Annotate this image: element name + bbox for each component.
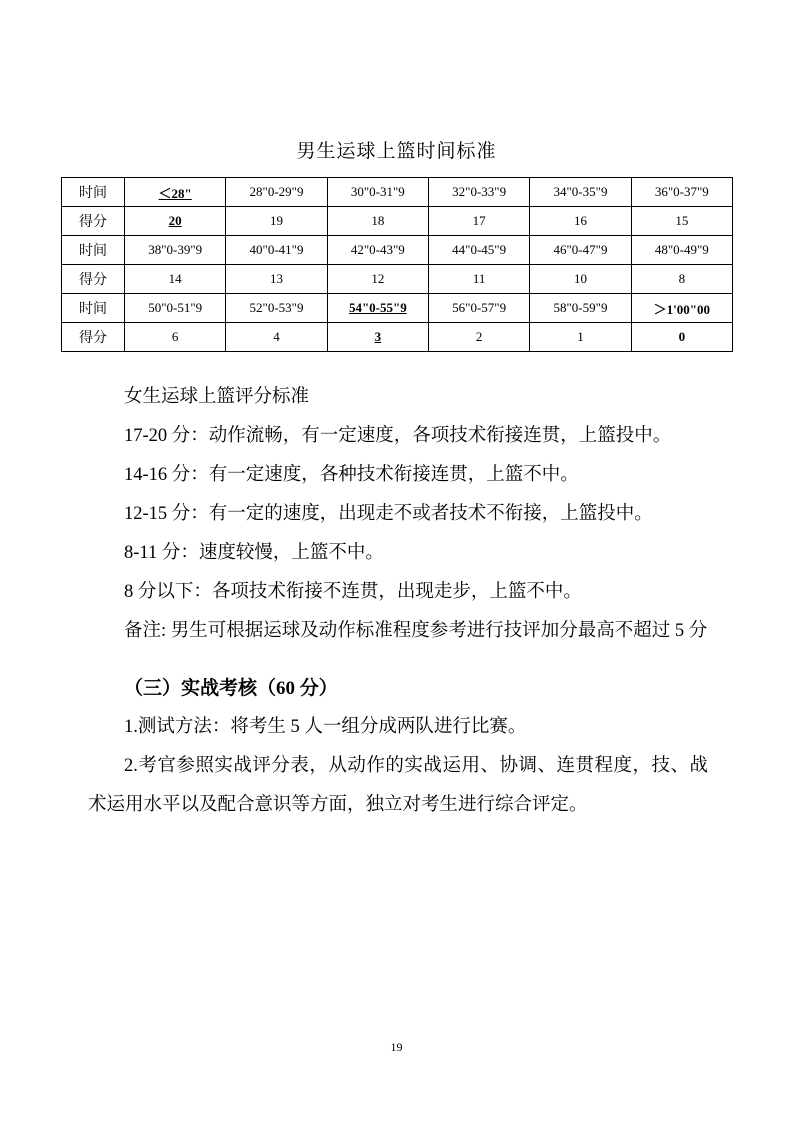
women-standard-title: 女生运球上篮评分标准 <box>124 387 310 407</box>
table-cell: 28"0-29"9 <box>226 178 327 207</box>
criteria-item: 8 分以下：各项技术衔接不连贯，出现走步，上篮不中。 <box>124 582 582 602</box>
table-cell: 34"0-35"9 <box>530 178 631 207</box>
section-item: 2.考官参照实战评分表，从动作的实战运用、协调、连贯程度，技、战术运用水平以及配合意识等方面，独立对考生进行综合评定。 <box>88 756 708 815</box>
table-cell: 12 <box>327 265 428 294</box>
table-row <box>62 207 733 236</box>
table-row <box>62 265 733 294</box>
table-cell: 15 <box>631 207 732 236</box>
row-header: 时间 <box>62 178 125 207</box>
table-cell: 16 <box>530 207 631 236</box>
criteria-item: 8-11 分：速度较慢，上篮不中。 <box>124 543 384 563</box>
table-cell: 17 <box>428 207 529 236</box>
table-row <box>62 236 733 265</box>
page-number: 19 <box>390 1040 403 1054</box>
table-cell: ＜28" <box>125 178 226 207</box>
table-row <box>62 323 733 352</box>
table-cell: 50"0-51"9 <box>125 294 226 323</box>
table-cell: 54"0-55"9 <box>327 294 428 323</box>
table-cell: 6 <box>125 323 226 352</box>
table-cell: ＞1'00"00 <box>631 294 732 323</box>
table-cell: 48"0-49"9 <box>631 236 732 265</box>
section-item: 1.测试方法：将考生 5 人一组分成两队进行比赛。 <box>124 717 527 737</box>
table-cell: 2 <box>428 323 529 352</box>
table-cell: 36"0-37"9 <box>631 178 732 207</box>
table-cell: 44"0-45"9 <box>428 236 529 265</box>
table-cell: 19 <box>226 207 327 236</box>
table-cell: 0 <box>631 323 732 352</box>
table-cell: 13 <box>226 265 327 294</box>
table-cell: 52"0-53"9 <box>226 294 327 323</box>
table-cell: 3 <box>327 323 428 352</box>
score-standard-table <box>61 177 733 352</box>
criteria-item: 12-15 分：有一定的速度，出现走不或者技术不衔接，上篮投中。 <box>124 504 653 524</box>
table-cell: 56"0-57"9 <box>428 294 529 323</box>
table-cell: 20 <box>125 207 226 236</box>
row-header: 得分 <box>62 265 125 294</box>
table-cell: 46"0-47"9 <box>530 236 631 265</box>
table-cell: 4 <box>226 323 327 352</box>
table-cell: 10 <box>530 265 631 294</box>
table-cell: 42"0-43"9 <box>327 236 428 265</box>
table-row <box>62 178 733 207</box>
document-body <box>88 378 708 825</box>
table-cell: 58"0-59"9 <box>530 294 631 323</box>
table-cell: 32"0-33"9 <box>428 178 529 207</box>
section-heading: （三）实战考核（60 分） <box>124 678 338 699</box>
table-cell: 14 <box>125 265 226 294</box>
row-header: 得分 <box>62 323 125 352</box>
criteria-item: 14-16 分：有一定速度，各种技术衔接连贯，上篮不中。 <box>124 465 579 485</box>
criteria-item: 17-20 分：动作流畅，有一定速度，各项技术衔接连贯，上篮投中。 <box>124 426 672 446</box>
page-title: 男生运球上篮时间标准 <box>296 141 497 162</box>
table-cell: 1 <box>530 323 631 352</box>
table-cell: 18 <box>327 207 428 236</box>
row-header: 得分 <box>62 207 125 236</box>
row-header: 时间 <box>62 294 125 323</box>
table-cell: 8 <box>631 265 732 294</box>
table-cell: 40"0-41"9 <box>226 236 327 265</box>
table-cell: 30"0-31"9 <box>327 178 428 207</box>
table-cell: 38"0-39"9 <box>125 236 226 265</box>
row-header: 时间 <box>62 236 125 265</box>
note-text: 备注: 男生可根据运球及动作标准程度参考进行技评加分最高不超过 5 分 <box>124 621 708 641</box>
table-row <box>62 294 733 323</box>
table-cell: 11 <box>428 265 529 294</box>
